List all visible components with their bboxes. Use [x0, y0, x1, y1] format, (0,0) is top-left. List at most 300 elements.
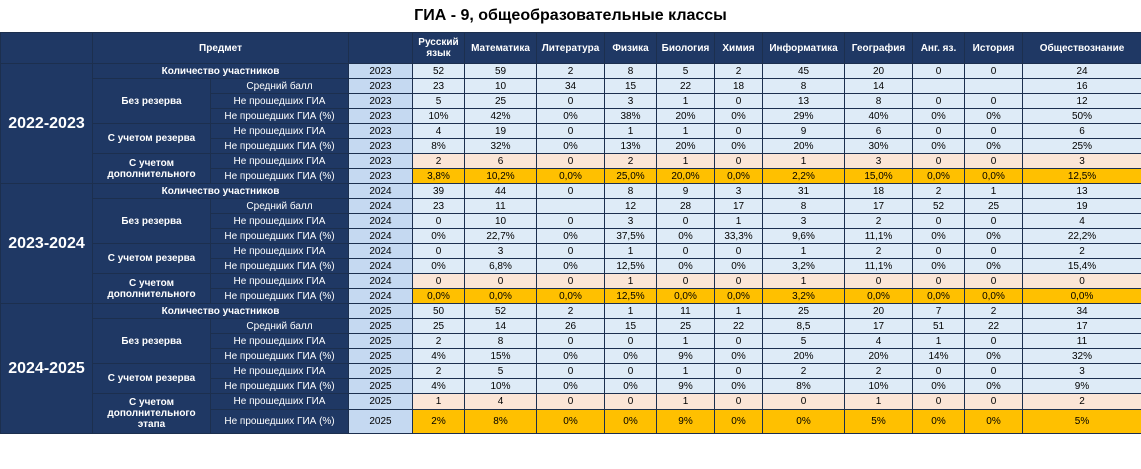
value-cell: 20,0% [657, 169, 715, 184]
value-cell: 2 [845, 364, 913, 379]
year-cell: 2025 [349, 349, 413, 364]
value-cell: 42% [465, 109, 537, 124]
value-cell: 5 [465, 364, 537, 379]
value-cell: 12,5% [1023, 169, 1141, 184]
value-cell: 16 [1023, 79, 1141, 94]
value-cell: 29% [763, 109, 845, 124]
value-cell: 8% [763, 379, 845, 394]
value-cell: 0 [657, 214, 715, 229]
value-cell: 20 [845, 304, 913, 319]
value-cell: 23 [413, 199, 465, 214]
value-cell: 0% [537, 379, 605, 394]
value-cell: 18 [715, 79, 763, 94]
value-cell: 15% [465, 349, 537, 364]
value-cell: 0 [913, 214, 965, 229]
value-cell: 0 [715, 274, 763, 289]
value-cell: 9% [1023, 379, 1141, 394]
value-cell: 0 [913, 124, 965, 139]
indicator-label: Не прошедших ГИА [211, 274, 349, 289]
year-cell: 2025 [349, 304, 413, 319]
value-cell: 0% [965, 109, 1023, 124]
value-cell: 0,0% [657, 289, 715, 304]
year-header-blank [349, 33, 413, 64]
value-cell: 22,2% [1023, 229, 1141, 244]
value-cell: 3,8% [413, 169, 465, 184]
value-cell: 0 [1023, 274, 1141, 289]
year-cell: 2025 [349, 334, 413, 349]
year-cell: 2025 [349, 410, 413, 434]
value-cell: 0% [913, 410, 965, 434]
value-cell: 44 [465, 184, 537, 199]
value-cell: 5% [1023, 410, 1141, 434]
value-cell: 6 [1023, 124, 1141, 139]
value-cell: 2% [413, 410, 465, 434]
value-cell: 3 [1023, 364, 1141, 379]
value-cell: 0% [715, 109, 763, 124]
year-cell: 2024 [349, 244, 413, 259]
indicator-label: Средний балл [211, 79, 349, 94]
value-cell: 0 [413, 274, 465, 289]
value-cell: 1 [657, 364, 715, 379]
value-cell: 0 [537, 184, 605, 199]
value-cell: 32% [1023, 349, 1141, 364]
indicator-label: Не прошедших ГИА (%) [211, 169, 349, 184]
indicator-label: Не прошедших ГИА [211, 334, 349, 349]
value-cell: 51 [913, 319, 965, 334]
period-label: 2024-2025 [1, 304, 93, 434]
value-cell: 20 [845, 64, 913, 79]
value-cell: 24 [1023, 64, 1141, 79]
value-cell: 1 [657, 154, 715, 169]
year-cell: 2024 [349, 274, 413, 289]
row-label: Количество участников [93, 184, 349, 199]
year-cell: 2024 [349, 184, 413, 199]
value-cell: 6 [845, 124, 913, 139]
value-cell: 8% [413, 139, 465, 154]
year-cell: 2023 [349, 139, 413, 154]
value-cell: 0 [537, 154, 605, 169]
value-cell: 0% [763, 410, 845, 434]
indicator-label: Не прошедших ГИА (%) [211, 379, 349, 394]
value-cell: 34 [1023, 304, 1141, 319]
value-cell: 10% [465, 379, 537, 394]
value-cell: 20% [763, 349, 845, 364]
value-cell: 0 [965, 214, 1023, 229]
value-cell: 2 [413, 154, 465, 169]
value-cell: 1 [763, 154, 845, 169]
value-cell: 14 [845, 79, 913, 94]
value-cell: 2 [845, 244, 913, 259]
table-row [1, 199, 1141, 214]
value-cell: 0% [715, 410, 763, 434]
table-row [1, 274, 1141, 289]
group-label: С учетом дополнительного [93, 274, 211, 304]
value-cell [537, 199, 605, 214]
value-cell: 1 [763, 244, 845, 259]
value-cell: 32% [465, 139, 537, 154]
value-cell: 0,0% [965, 289, 1023, 304]
value-cell: 9% [657, 379, 715, 394]
value-cell: 14 [465, 319, 537, 334]
value-cell: 37,5% [605, 229, 657, 244]
value-cell: 0,0% [1023, 289, 1141, 304]
group-label: Без резерва [93, 319, 211, 364]
indicator-label: Средний балл [211, 319, 349, 334]
value-cell: 18 [845, 184, 913, 199]
subject-header-cell: Биология [657, 33, 715, 64]
value-cell: 3 [1023, 154, 1141, 169]
value-cell: 12,5% [605, 289, 657, 304]
indicator-label: Не прошедших ГИА (%) [211, 109, 349, 124]
value-cell: 13 [1023, 184, 1141, 199]
value-cell: 2 [715, 64, 763, 79]
table-row [1, 319, 1141, 334]
value-cell: 15 [605, 79, 657, 94]
value-cell: 15,0% [845, 169, 913, 184]
subject-header-cell: Обществознание [1023, 33, 1141, 64]
value-cell: 38% [605, 109, 657, 124]
value-cell: 8 [845, 94, 913, 109]
value-cell: 0 [537, 244, 605, 259]
row-label: Количество участников [93, 64, 349, 79]
value-cell: 2 [413, 334, 465, 349]
value-cell: 10,2% [465, 169, 537, 184]
table-row [1, 304, 1141, 319]
value-cell: 0 [965, 94, 1023, 109]
value-cell: 10% [413, 109, 465, 124]
value-cell: 25 [965, 199, 1023, 214]
value-cell: 0 [657, 244, 715, 259]
indicator-label: Не прошедших ГИА (%) [211, 410, 349, 434]
value-cell: 10% [845, 379, 913, 394]
value-cell: 0 [605, 364, 657, 379]
value-cell: 0 [537, 214, 605, 229]
value-cell: 4% [413, 379, 465, 394]
value-cell: 0 [965, 124, 1023, 139]
value-cell: 52 [413, 64, 465, 79]
value-cell: 25 [657, 319, 715, 334]
value-cell: 25 [413, 319, 465, 334]
value-cell: 9% [657, 410, 715, 434]
value-cell: 4 [413, 124, 465, 139]
value-cell: 5 [657, 64, 715, 79]
value-cell: 0 [715, 364, 763, 379]
value-cell: 0% [413, 259, 465, 274]
value-cell: 5 [413, 94, 465, 109]
value-cell: 50 [413, 304, 465, 319]
table-row [1, 124, 1141, 139]
value-cell: 22 [657, 79, 715, 94]
value-cell: 3 [763, 214, 845, 229]
value-cell: 0% [913, 229, 965, 244]
value-cell: 0 [605, 334, 657, 349]
subject-header-cell: Математика [465, 33, 537, 64]
header-row [1, 33, 1141, 64]
value-cell: 5% [845, 410, 913, 434]
group-label: Без резерва [93, 199, 211, 244]
year-cell: 2023 [349, 154, 413, 169]
group-label: С учетом дополнительного [93, 154, 211, 184]
value-cell: 52 [913, 199, 965, 214]
value-cell: 0% [913, 139, 965, 154]
value-cell: 0 [715, 154, 763, 169]
value-cell: 23 [413, 79, 465, 94]
table-row [1, 394, 1141, 410]
group-label: С учетом дополнительного этапа [93, 394, 211, 434]
year-cell: 2023 [349, 64, 413, 79]
value-cell: 0 [845, 274, 913, 289]
value-cell: 13 [763, 94, 845, 109]
value-cell: 0 [913, 244, 965, 259]
value-cell: 1 [413, 394, 465, 410]
value-cell: 10 [465, 79, 537, 94]
value-cell: 0% [965, 410, 1023, 434]
value-cell: 12,5% [605, 259, 657, 274]
value-cell: 0 [465, 274, 537, 289]
value-cell: 0 [763, 394, 845, 410]
value-cell: 2 [913, 184, 965, 199]
value-cell: 15,4% [1023, 259, 1141, 274]
value-cell: 1 [715, 214, 763, 229]
value-cell: 0 [913, 364, 965, 379]
value-cell: 0 [965, 274, 1023, 289]
value-cell: 9 [657, 184, 715, 199]
value-cell: 8,5 [763, 319, 845, 334]
value-cell: 8 [605, 64, 657, 79]
value-cell: 40% [845, 109, 913, 124]
value-cell: 0% [657, 229, 715, 244]
year-cell: 2025 [349, 364, 413, 379]
value-cell: 0 [913, 154, 965, 169]
value-cell: 17 [845, 319, 913, 334]
value-cell: 9,6% [763, 229, 845, 244]
value-cell: 11 [465, 199, 537, 214]
value-cell: 50% [1023, 109, 1141, 124]
period-label: 2022-2023 [1, 64, 93, 184]
value-cell: 0,0% [715, 289, 763, 304]
value-cell: 0 [537, 274, 605, 289]
value-cell: 2 [537, 64, 605, 79]
value-cell: 0 [913, 394, 965, 410]
value-cell: 0 [965, 154, 1023, 169]
value-cell: 0 [715, 124, 763, 139]
year-cell: 2023 [349, 124, 413, 139]
value-cell: 0,0% [537, 169, 605, 184]
value-cell: 1 [845, 394, 913, 410]
value-cell: 0 [965, 394, 1023, 410]
value-cell: 17 [845, 199, 913, 214]
value-cell: 0,0% [465, 289, 537, 304]
value-cell: 8 [605, 184, 657, 199]
value-cell: 26 [537, 319, 605, 334]
year-cell: 2025 [349, 379, 413, 394]
sheet-title: ГИА - 9, общеобразовательные классы [0, 0, 1141, 33]
value-cell: 31 [763, 184, 845, 199]
value-cell: 3,2% [763, 289, 845, 304]
indicator-label: Не прошедших ГИА (%) [211, 289, 349, 304]
value-cell: 0% [537, 139, 605, 154]
value-cell: 25 [465, 94, 537, 109]
value-cell: 2 [537, 304, 605, 319]
value-cell: 3 [605, 214, 657, 229]
value-cell: 8 [763, 199, 845, 214]
value-cell: 14% [913, 349, 965, 364]
value-cell: 19 [1023, 199, 1141, 214]
value-cell: 8 [465, 334, 537, 349]
value-cell: 1 [657, 334, 715, 349]
value-cell: 0% [537, 259, 605, 274]
value-cell: 0% [605, 379, 657, 394]
value-cell: 0,0% [413, 289, 465, 304]
value-cell: 25 [763, 304, 845, 319]
value-cell: 1 [715, 304, 763, 319]
value-cell: 3,2% [763, 259, 845, 274]
value-cell: 12 [1023, 94, 1141, 109]
value-cell: 19 [465, 124, 537, 139]
value-cell: 6 [465, 154, 537, 169]
value-cell: 39 [413, 184, 465, 199]
value-cell: 1 [657, 394, 715, 410]
value-cell: 25% [1023, 139, 1141, 154]
value-cell: 0 [605, 394, 657, 410]
subject-header-cell: Литература [537, 33, 605, 64]
value-cell: 0% [413, 229, 465, 244]
value-cell: 0% [715, 259, 763, 274]
value-cell [913, 79, 965, 94]
value-cell: 22 [715, 319, 763, 334]
subject-header: Предмет [93, 33, 349, 64]
value-cell: 4% [413, 349, 465, 364]
value-cell: 0 [965, 244, 1023, 259]
table-body [1, 64, 1141, 434]
value-cell: 13% [605, 139, 657, 154]
value-cell: 1 [605, 244, 657, 259]
value-cell: 0% [913, 379, 965, 394]
year-cell: 2023 [349, 109, 413, 124]
value-cell: 5 [763, 334, 845, 349]
value-cell: 33,3% [715, 229, 763, 244]
value-cell: 0,0% [913, 169, 965, 184]
value-cell: 0% [715, 379, 763, 394]
value-cell: 30% [845, 139, 913, 154]
value-cell: 4 [1023, 214, 1141, 229]
value-cell: 59 [465, 64, 537, 79]
value-cell: 12 [605, 199, 657, 214]
value-cell: 3 [845, 154, 913, 169]
indicator-label: Не прошедших ГИА [211, 124, 349, 139]
table-row [1, 184, 1141, 199]
subject-header-cell: Анг. яз. [913, 33, 965, 64]
value-cell: 2 [763, 364, 845, 379]
value-cell: 0% [913, 109, 965, 124]
value-cell: 3 [465, 244, 537, 259]
value-cell: 20% [763, 139, 845, 154]
header-blank-cell [1, 33, 93, 64]
value-cell: 3 [715, 184, 763, 199]
value-cell: 1 [763, 274, 845, 289]
year-cell: 2024 [349, 289, 413, 304]
indicator-label: Не прошедших ГИА [211, 154, 349, 169]
value-cell: 2 [1023, 244, 1141, 259]
subject-header-cell: История [965, 33, 1023, 64]
table-row [1, 244, 1141, 259]
indicator-label: Средний балл [211, 199, 349, 214]
value-cell: 0,0% [965, 169, 1023, 184]
indicator-label: Не прошедших ГИА [211, 364, 349, 379]
indicator-label: Не прошедших ГИА [211, 244, 349, 259]
year-cell: 2025 [349, 319, 413, 334]
row-label: Количество участников [93, 304, 349, 319]
value-cell: 0 [537, 394, 605, 410]
subject-header-cell: Химия [715, 33, 763, 64]
value-cell: 0 [715, 394, 763, 410]
value-cell: 0,0% [913, 289, 965, 304]
table-row [1, 79, 1141, 94]
subject-header-cell: География [845, 33, 913, 64]
value-cell: 0 [965, 364, 1023, 379]
value-cell: 11 [657, 304, 715, 319]
value-cell: 2 [845, 214, 913, 229]
value-cell: 0% [537, 349, 605, 364]
value-cell: 0 [657, 274, 715, 289]
value-cell: 0% [913, 259, 965, 274]
table-row [1, 154, 1141, 169]
indicator-label: Не прошедших ГИА [211, 214, 349, 229]
value-cell: 0 [413, 214, 465, 229]
value-cell: 0% [657, 259, 715, 274]
value-cell: 0% [715, 349, 763, 364]
year-cell: 2023 [349, 94, 413, 109]
value-cell: 0 [965, 64, 1023, 79]
value-cell: 2 [965, 304, 1023, 319]
value-cell: 0% [965, 379, 1023, 394]
value-cell: 9% [657, 349, 715, 364]
value-cell: 1 [657, 94, 715, 109]
indicator-label: Не прошедших ГИА (%) [211, 139, 349, 154]
value-cell: 10 [465, 214, 537, 229]
subject-header-cell: Информатика [763, 33, 845, 64]
value-cell: 0% [965, 259, 1023, 274]
value-cell: 0 [913, 94, 965, 109]
value-cell: 7 [913, 304, 965, 319]
table-row [1, 364, 1141, 379]
value-cell: 6,8% [465, 259, 537, 274]
value-cell: 45 [763, 64, 845, 79]
value-cell: 0 [715, 334, 763, 349]
year-cell: 2024 [349, 229, 413, 244]
value-cell: 0 [537, 364, 605, 379]
value-cell: 9 [763, 124, 845, 139]
group-label: Без резерва [93, 79, 211, 124]
value-cell: 1 [657, 124, 715, 139]
value-cell: 0,0% [537, 289, 605, 304]
value-cell: 0,0% [715, 169, 763, 184]
value-cell: 25,0% [605, 169, 657, 184]
value-cell: 20% [657, 109, 715, 124]
value-cell: 0,0% [845, 289, 913, 304]
value-cell: 11,1% [845, 229, 913, 244]
value-cell: 0 [413, 244, 465, 259]
group-label: С учетом резерва [93, 244, 211, 274]
year-cell: 2023 [349, 169, 413, 184]
value-cell: 1 [605, 274, 657, 289]
group-label: С учетом резерва [93, 124, 211, 154]
value-cell: 0 [537, 334, 605, 349]
value-cell: 11 [1023, 334, 1141, 349]
value-cell: 0 [913, 64, 965, 79]
value-cell: 4 [845, 334, 913, 349]
value-cell: 2 [1023, 394, 1141, 410]
